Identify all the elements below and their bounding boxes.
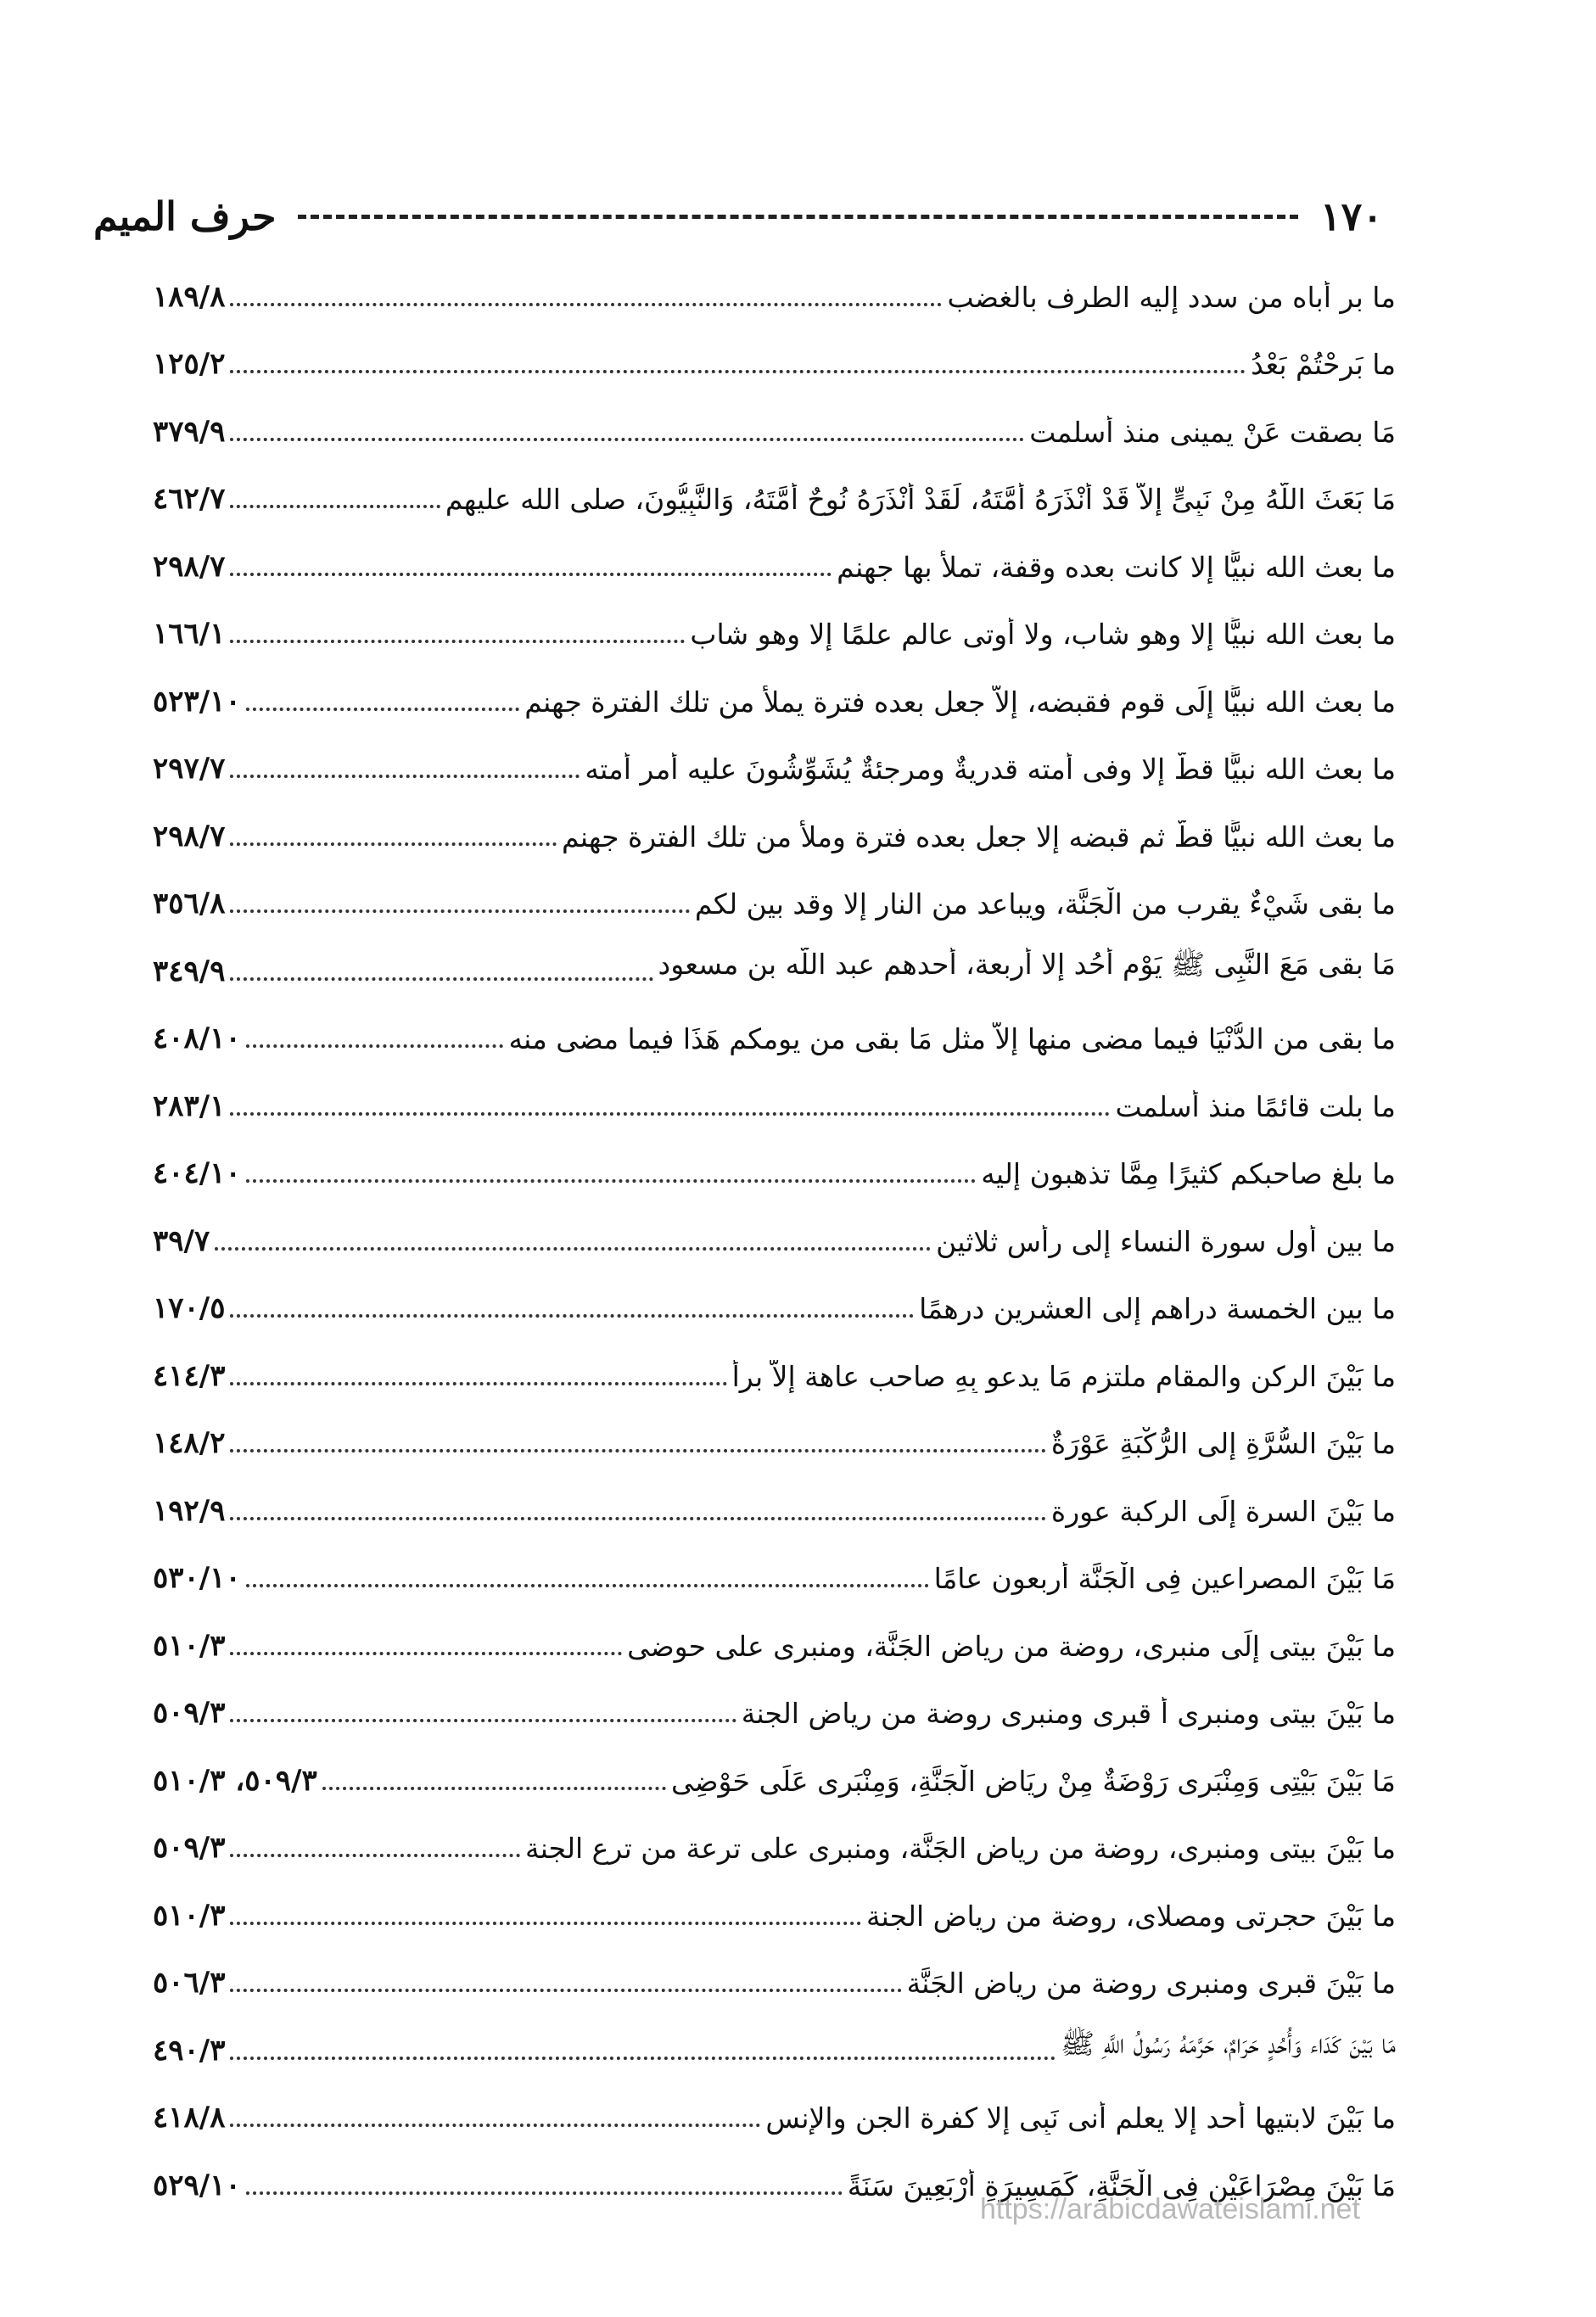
index-entry (153, 1536, 1396, 1604)
dot-leader (230, 1449, 1045, 1452)
dot-leader (215, 1247, 931, 1251)
dot-leader (230, 909, 689, 913)
index-entry (153, 1738, 1396, 1806)
entry-text: ما بلت قائمًا منذ أسلمت (1115, 1089, 1396, 1123)
dot-leader (230, 775, 580, 778)
entry-text: ما بعث الله نبيًّا إلا كانت بعده وقفة، تملأ بها جهنم (837, 550, 1396, 584)
index-entry (153, 929, 1396, 997)
entry-text: ما بين الخمسة دراهم إلى العشرين درهمًا (919, 1292, 1396, 1325)
entry-text: ما بعث الله نبيًّا إلا وهو شاب، ولا أوتى عالم علمًا إلا وهو شاب (690, 618, 1396, 651)
entry-text: مَا بقى مَعَ النَّبِى ﷺ يَوْم أُحُد إلا أربعة، أحدهم عبد اللَّه بن مسعود (658, 947, 1396, 981)
entry-text: مَا بَيْنَ كَدَاء وَأُحُدٍ حَرَامٌ، حَرَّمَهُ رَسُولُ اللَّهِ ﷺ (1061, 2026, 1396, 2060)
entry-text: ما بقى من الدُّنْيَا فيما مضى منها إلاَّ مثل مَا بقى من يومكم هَذَا فيما مضى منه (508, 1022, 1396, 1055)
dot-leader (230, 842, 556, 846)
entry-reference: ٥١٠/٣ (153, 1628, 226, 1663)
index-entry (153, 727, 1396, 795)
entry-text: ما بَيْنَ بيتى ومنبرى، روضة من رياض الجَنَّة، ومنبرى على ترعة من ترع الجنة (525, 1832, 1396, 1865)
dot-leader (230, 1854, 520, 1857)
dot-leader (230, 573, 832, 576)
dot-leader (230, 2057, 1056, 2060)
entry-reference: ٥٠٩/٣، ٥١٠/٣ (153, 1763, 317, 1798)
header-dash-line (298, 215, 1297, 219)
dot-leader (230, 370, 1246, 373)
entry-reference: ٣٩/٧ (153, 1223, 210, 1258)
index-entry (153, 255, 1396, 322)
entry-reference: ٥٢٣/١٠ (153, 684, 241, 719)
entry-reference: ٤١٨/٨ (153, 2101, 226, 2135)
index-entry (153, 1334, 1396, 1402)
index-entry (153, 2008, 1396, 2076)
index-entry (153, 2076, 1396, 2144)
entry-text: ما بَيْنَ قبرى ومنبرى روضة من رياض الجَنَّة (906, 1967, 1396, 2000)
dot-leader (230, 1112, 1110, 1116)
entry-text: مَا بَيْنَ مِصْرَاعَيْنِ فِى الْجَنَّةِ، كَمَسِيرَةِ أَرْبَعِينَ سَنَةً (847, 2169, 1396, 2202)
entry-reference: ٤٩٠/٣ (153, 2033, 226, 2068)
entry-reference: ١٨٩/٨ (153, 279, 226, 314)
entry-text: ما بعث الله نبيًّا قطُّ إلا وفى أمته قدريةٌ ومرجئةٌ يُشَوِّشُونَ عليه أمر أمته (585, 753, 1396, 786)
index-entry (153, 1199, 1396, 1267)
entry-reference: ٢٨٣/١ (153, 1089, 226, 1123)
entry-text: ما بلغ صاحبكم كثيرًا مِمَّا تذهبون إليه (981, 1157, 1396, 1190)
entry-reference: ٢٩٨/٧ (153, 819, 226, 853)
dot-leader (230, 1314, 914, 1318)
entry-reference: ٥٠٩/٣ (153, 1831, 226, 1865)
index-entry (153, 1267, 1396, 1335)
dot-leader (230, 505, 440, 508)
index-entry (153, 389, 1396, 457)
index-entry (153, 1941, 1396, 2009)
index-entry (153, 322, 1396, 390)
entry-reference: ٢٩٨/٧ (153, 549, 226, 584)
index-entry (153, 1806, 1396, 1874)
index-entry (153, 457, 1396, 525)
index-entry (153, 659, 1396, 727)
entry-text: مَا بَيْنَ بَيْتِى وَمِنْبَرِى رَوْضَةٌ مِنْ رِيَاضِ الْجَنَّةِ، وَمِنْبَرِى عَلَى حَوْضِى (670, 1764, 1396, 1798)
entry-text: ما بين أول سورة النساء إلى رأس ثلاثين (936, 1224, 1396, 1258)
dot-leader (230, 1652, 622, 1655)
entry-reference: ١٦٦/١ (153, 617, 226, 651)
entry-text: ما بَيْنَ بيتى ومنبرى أ قبرى ومنبرى روضة من رياض الجنة (741, 1697, 1396, 1730)
watermark-url: https://arabicdawateislami.net (980, 2193, 1360, 2225)
entry-text: ما بَيْنَ السرة إِلَى الركبة عورة (1050, 1494, 1396, 1528)
entry-text: ما بعث الله نبيًّا إِلَى قوم فقبضه، إلاَّ جعل بعده فترة يملأ من تلك الفترة جهنم (524, 685, 1396, 719)
entry-reference: ٣٤٩/٩ (153, 954, 226, 988)
dot-leader (246, 1179, 976, 1183)
index-entry (153, 794, 1396, 862)
dot-leader (246, 708, 519, 711)
index-entry (153, 1402, 1396, 1469)
entry-text: ما بَيْنَ الركن والمقام ملتزم مَا يدعو بِهِ صاحب عاهة إلاَّ برأ (731, 1359, 1396, 1393)
dot-leader (230, 1517, 1045, 1520)
entry-reference: ١٧٠/٥ (153, 1291, 226, 1325)
entry-reference: ٤٦٢/٧ (153, 482, 226, 516)
index-entry (153, 1469, 1396, 1536)
dot-leader (230, 640, 685, 643)
entry-reference: ٥٣٠/١٠ (153, 1561, 241, 1595)
entry-text: ما بعث الله نبيًّا قطُّ ثم قبضه إلا جعل بعده فترة وملأ من تلك الفترة جهنم (561, 820, 1396, 853)
dot-leader (230, 438, 1024, 441)
entry-text: ما بر أباه من سدد إليه الطرف بالغضب (947, 280, 1396, 314)
entry-text: مَا بصقت عَنْ يمينى منذ أسلمت (1029, 415, 1396, 449)
entry-text: ما بَيْنَ السُّرَّةِ إلى الرُّكْبَةِ عَوْرَةٌ (1050, 1427, 1396, 1460)
index-entry (153, 524, 1396, 592)
section-title: حرف الميم (93, 193, 277, 239)
index-entry (153, 862, 1396, 930)
entry-reference: ٤٠٨/١٠ (153, 1021, 241, 1055)
entry-text: ما بقى شَيْءٌ يقرب من الْجَنَّة، ويباعد من النار إلا وقد بين لكم (694, 887, 1396, 921)
entry-text: ما بَيْنَ لابتيها أحد إلا يعلم أنى نَبِى إلا كفرة الجن والإنس (765, 2102, 1396, 2135)
entry-text: ما بَيْنَ بيتى إِلَى منبرى، روضة من رياض الجَنَّة، ومنبرى على حوضى (627, 1629, 1396, 1663)
dot-leader (230, 1922, 860, 1925)
dot-leader (230, 2124, 760, 2127)
index-entries (153, 255, 1396, 2211)
entry-reference: ٣٥٦/٨ (153, 887, 226, 921)
entry-reference: ١٩٢/٩ (153, 1493, 226, 1528)
index-entry (153, 1603, 1396, 1671)
entry-text: ما بَرِحْتُمْ بَعْدُ (1251, 348, 1396, 381)
dot-leader (246, 1044, 504, 1048)
dot-leader (230, 303, 942, 306)
dot-leader (230, 1719, 736, 1722)
dot-leader (230, 977, 652, 981)
entry-reference: ٥٢٩/١٠ (153, 2168, 241, 2202)
index-entry (153, 1873, 1396, 1941)
entry-reference: ٢٩٧/٧ (153, 752, 226, 786)
entry-text: مَا بَيْنَ المصراعين فِى الْجَنَّة أربعون عامًا (933, 1562, 1396, 1595)
entry-reference: ٤١٤/٣ (153, 1358, 226, 1393)
index-entry (153, 1132, 1396, 1200)
entry-text: مَا بَعَثَ اللَّهُ مِنْ نَبِىٍّ إِلاَّ قَدْ أَنْذَرَهُ أُمَّتَهُ، لَقَدْ أَنْذَرَهُ نُوحٌ أُمَّتَهُ، وَالنَّبِيُّونَ، صلى الله عليهم (445, 483, 1396, 516)
dot-leader (230, 1989, 901, 1992)
entry-text: ما بَيْنَ حجرتى ومصلاى، روضة من رياض الجنة (865, 1899, 1396, 1933)
index-entry (153, 592, 1396, 660)
dot-leader (246, 2191, 843, 2195)
index-entry (153, 997, 1396, 1065)
entry-reference: ٤٠٤/١٠ (153, 1156, 241, 1190)
dot-leader (322, 1787, 666, 1790)
entry-reference: ٥٠٦/٣ (153, 1966, 226, 2000)
index-entry (153, 1064, 1396, 1132)
page-number: ١٧٠ (1319, 193, 1383, 239)
index-entry (153, 1671, 1396, 1739)
entry-reference: ١٤٨/٢ (153, 1426, 226, 1460)
dot-leader (246, 1584, 929, 1587)
page-header (93, 191, 1383, 242)
entry-reference: ٥٠٩/٣ (153, 1696, 226, 1730)
entry-reference: ٣٧٩/٩ (153, 414, 226, 449)
entry-reference: ٥١٠/٣ (153, 1898, 226, 1933)
entry-reference: ١٢٥/٢ (153, 347, 226, 381)
dot-leader (230, 1382, 726, 1385)
